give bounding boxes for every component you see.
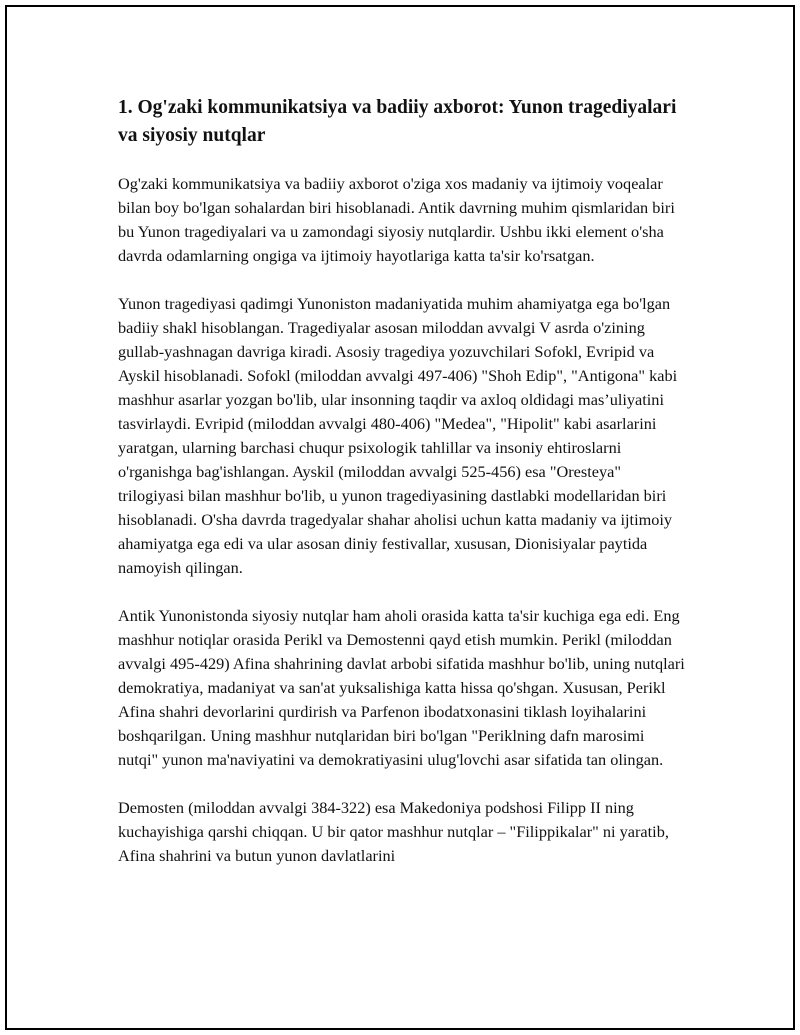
paragraph-political-speeches: Antik Yunonistonda siyosiy nutqlar ham aholi orasida katta ta'sir kuchiga ega edi. Eng mashhur notiqlar orasida Perikl va Demostenni qayd etish mumkin. Perikl (miloddan avvalgi 495-429) Afina shahrining davlat arbobi sifatida mashhur bo'lib, uning nutqlari demokratiya, madaniyat va san'at yuksalishiga katta hissa qo'shgan. Xususan, Perikl Afina shahri devorlarini qurdirish va Parfenon ibodatxonasini tiklash loyihalarini boshqarilgan. Uning mashhur nutqlaridan biri bo'lgan "Periklning dafn marosimi nutqi" yunon ma'naviyatini va demokratiyasini ulug'lovchi asar sifatida tan olingan. <box>118 606 685 769</box>
paragraph-demosthenes: Demosten (miloddan avvalgi 384-322) esa Makedoniya podshosi Filipp II ning kuchayishiga qarshi chiqqan. U bir qator mashhur nutqlar – "Filippikalar" ni yaratib, Afina shahrini va butun yunon davlatlarini <box>118 798 669 865</box>
paragraph-greek-tragedy: Yunon tragediyasi qadimgi Yunoniston madaniyatida muhim ahamiyatga ega bo'lgan badiiy shakl hisoblangan. Tragediyalar asosan miloddan avvalgi V asrda o'zining gullab-yashnagan davriga kiradi. Asosiy tragediya yozuvchilari Sofokl, Evripid va Ayskil hisoblanadi. Sofokl (miloddan avvalgi 497-406) "Shoh Edip", "Antigona" kabi mashhur asarlar yozgan bo'lib, ular insonning taqdir va axloq oldidagi mas’uliyatini tasvirlaydi. Evripid (miloddan avvalgi 480-406) "Medea", "Hipolit" kabi asarlarini yaratgan, ularning barchasi chuqur psixologik tahlillar va insoniy ehtiroslarni o'rganishga bag'ishlangan. Ayskil (miloddan avvalgi 525-456) esa "Oresteya" trilogiyasi bilan mashhur bo'lib, u yunon tragediyasining dastlabki modellaridan biri hisoblanadi. O'sha davrda tragedyalar shahar aholisi uchun katta madaniy va ijtimoiy ahamiyatga ega edi va ular asosan diniy festivallar, xususan, Dionisiyalar paytida namoyish qilingan. <box>118 294 678 577</box>
document-body <box>118 94 688 892</box>
section-heading: 1. Og'zaki kommunikatsiya va badiiy axborot: Yunon tragediyalari va siyosiy nutqlar <box>118 97 677 146</box>
paragraph-intro: Og'zaki kommunikatsiya va badiiy axborot o'ziga xos madaniy va ijtimoiy voqealar bilan boy bo'lgan sohalardan biri hisoblanadi. Antik davrning muhim qismlaridan biri bu Yunon tragediyalari va u zamondagi siyosiy nutqlardir. Ushbu ikki element o'sha davrda odamlarning ongiga va ijtimoiy hayotlariga katta ta'sir ko'rsatgan. <box>118 174 675 265</box>
